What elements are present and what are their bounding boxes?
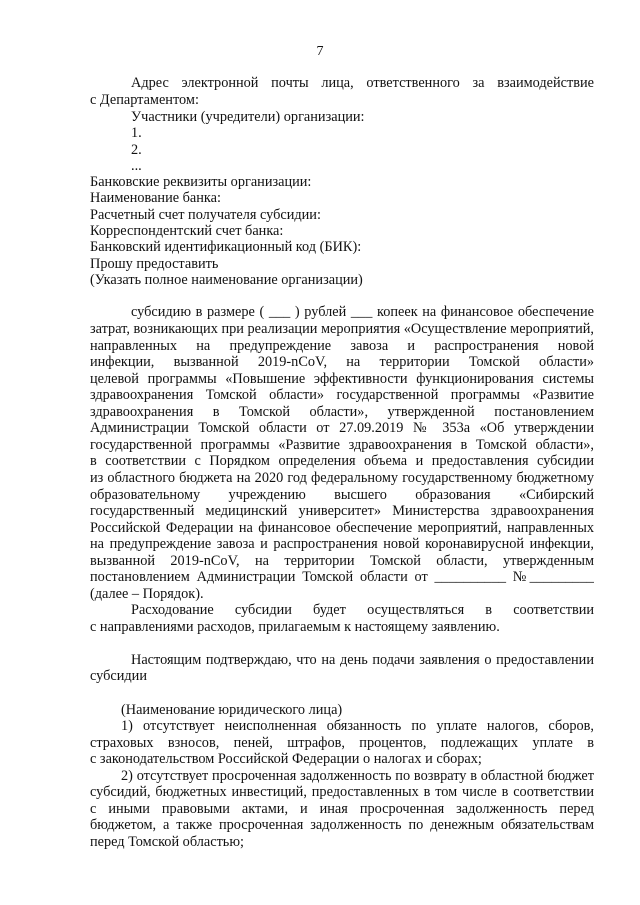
- text-line: постановлением Администрации Томской области от __________ №_________: [90, 569, 594, 585]
- text-line: целевой программы «Повышение эффективности функционирования системы: [90, 371, 594, 387]
- text-line: 1.: [131, 125, 142, 141]
- text-line: Прошу предоставить: [90, 256, 219, 272]
- text-line: с Департаментом:: [90, 92, 199, 108]
- text-line: здравоохранения в Томской области», утвержденной постановлением: [90, 404, 594, 420]
- text-line: с иными правовыми актами, и иная просроченная задолженность перед: [90, 801, 594, 817]
- text-line: инфекции, вызванной 2019-nCoV, на территории Томской области»: [90, 354, 594, 370]
- text-line: субсидии: [90, 668, 147, 684]
- text-line: Настоящим подтверждаю, что на день подачи заявления о предоставлении: [131, 652, 594, 668]
- text-line: перед Томской областью;: [90, 834, 244, 850]
- text-line: с направлениями расходов, прилагаемым к настоящему заявлению.: [90, 619, 500, 635]
- text-line: 2) отсутствует просроченная задолженность по возврату в областной бюджет: [121, 768, 594, 784]
- text-line: (Наименование юридического лица): [121, 702, 343, 718]
- text-line: в соответствии с Порядком определения объема и предоставления субсидии: [90, 453, 594, 469]
- text-line: вызванной 2019-nCoV, на территории Томской области, утвержденным: [90, 553, 594, 569]
- text-line: Расходование субсидии будет осуществляться в соответствии: [131, 602, 594, 618]
- text-line: 1) отсутствует неисполненная обязанность по уплате налогов, сборов,: [121, 718, 594, 734]
- text-line: затрат, возникающих при реализации мероприятия «Осуществление мероприятий,: [90, 321, 594, 337]
- text-line: Администрации Томской области от 27.09.2019 № 353а «Об утверждении: [90, 420, 594, 436]
- text-line: образовательному учреждению высшего образования «Сибирский: [90, 487, 594, 503]
- text-line: из областного бюджета на 2020 год федеральному государственному бюджетному: [90, 470, 594, 486]
- text-line: ...: [131, 158, 142, 174]
- text-line: 2.: [131, 142, 142, 158]
- text-line: Корреспондентский счет банка:: [90, 223, 284, 239]
- text-line: Российской Федерации на финансовое обеспечение мероприятий, направленных: [90, 520, 594, 536]
- text-line: государственной программы «Развитие здравоохранения в Томской области»,: [90, 437, 594, 453]
- text-line: направленных на предупреждение завоза и распространения новой: [90, 338, 594, 354]
- text-line: Адрес электронной почты лица, ответственного за взаимодействие: [131, 75, 594, 91]
- text-line: на предупреждение завоза и распространения новой коронавирусной инфекции,: [90, 536, 594, 552]
- text-line: с законодательством Российской Федерации о налогах и сборах;: [90, 751, 482, 767]
- text-line: Участники (учредители) организации:: [131, 109, 365, 125]
- text-line: субсидию в размере ( ___ ) рублей ___ копеек на финансовое обеспечение: [131, 304, 594, 320]
- text-line: страховых взносов, пеней, штрафов, процентов, подлежащих уплате в: [90, 735, 594, 751]
- text-line: (Указать полное наименование организации): [90, 272, 363, 288]
- page-number: 7: [316, 44, 324, 59]
- text-line: Банковские реквизиты организации:: [90, 174, 312, 190]
- text-line: Наименование банка:: [90, 190, 221, 206]
- text-line: государственный медицинский университет» Министерства здравоохранения: [90, 503, 594, 519]
- text-line: бюджетом, а также просроченная задолженность по денежным обязательствам: [90, 817, 594, 833]
- text-line: Расчетный счет получателя субсидии:: [90, 207, 321, 223]
- text-line: субсидий, бюджетных инвестиций, предоставленных в том числе в соответствии: [90, 784, 594, 800]
- text-line: Банковский идентификационный код (БИК):: [90, 239, 362, 255]
- text-line: (далее – Порядок).: [90, 586, 204, 602]
- text-line: здравоохранения Томской области» государственной программы «Развитие: [90, 387, 594, 403]
